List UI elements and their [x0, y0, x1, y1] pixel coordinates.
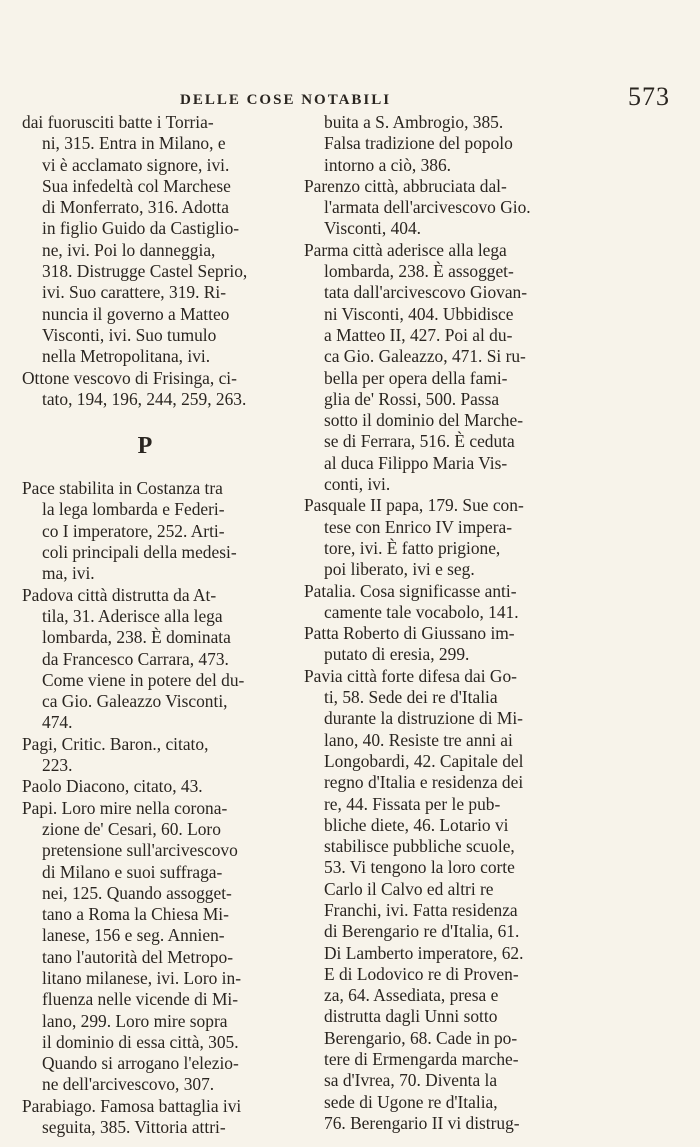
entry-line: Padova città distrutta da At-	[22, 584, 217, 605]
entry-line: tano l'autorità del Metropo-	[42, 946, 233, 967]
entry-line: nella Metropolitana, ivi.	[42, 346, 211, 367]
entry-line: camente tale vocabolo, 141.	[324, 601, 519, 622]
entry-line: da Francesco Carrara, 473.	[42, 648, 229, 669]
entry-line: 76. Berengario II vi distrug-	[324, 1112, 520, 1133]
index-entry	[304, 581, 580, 624]
entry-line: Sua infedeltà col Marchese	[42, 175, 231, 196]
entry-line: tere di Ermengarda marche-	[324, 1049, 519, 1070]
entry-line: 223.	[42, 755, 73, 776]
entry-line: sede di Ugone re d'Italia,	[324, 1091, 498, 1112]
entry-line: sa d'Ivrea, 70. Diventa la	[324, 1070, 498, 1091]
entry-line: Visconti, ivi. Suo tumulo	[42, 324, 217, 345]
entry-line: tese con Enrico IV impera-	[324, 516, 513, 537]
entry-line: di Berengario re d'Italia, 61.	[324, 921, 520, 942]
entry-line: Parenzo città, abbruciata dal-	[304, 175, 507, 196]
entry-line: al duca Filippo Maria Vis-	[324, 452, 508, 473]
entry-line: lano, 299. Loro mire sopra	[42, 1010, 228, 1031]
left-index-column	[22, 112, 294, 1138]
entry-line: lombarda, 238. È dominata	[42, 627, 231, 648]
index-entry	[22, 368, 294, 411]
entry-line: distrutta dagli Unni sotto	[324, 1006, 498, 1027]
index-entry	[22, 585, 294, 734]
entry-line: il dominio di essa città, 305.	[42, 1031, 239, 1052]
index-entry	[22, 112, 294, 368]
entry-line: Parabiago. Famosa battaglia ivi	[22, 1095, 242, 1116]
entry-line: Carlo il Calvo ed altri re	[324, 878, 494, 899]
entry-line: Longobardi, 42. Capitale del	[324, 750, 524, 771]
entry-line: vi è acclamato signore, ivi.	[42, 154, 230, 175]
entry-line: tato, 194, 196, 244, 259, 263.	[42, 388, 247, 409]
index-entry	[22, 734, 294, 777]
entry-line: la lega lombarda e Federi-	[42, 499, 225, 520]
entry-line: ne dell'arcivescovo, 307.	[42, 1074, 215, 1095]
entry-line: tano a Roma la Chiesa Mi-	[42, 904, 229, 925]
index-entry	[304, 623, 580, 666]
entry-line: Pavia città forte difesa dai Go-	[304, 665, 517, 686]
index-entry	[304, 112, 580, 176]
entry-line: Parma città aderisce alla lega	[304, 239, 507, 260]
section-letter: P	[137, 433, 153, 460]
entry-line: co I imperatore, 252. Arti-	[42, 520, 225, 541]
entry-line: lombarda, 238. È assogget-	[324, 261, 514, 282]
entry-line: Pace stabilita in Costanza tra	[22, 478, 223, 499]
entry-line: Berengario, 68. Cade in po-	[324, 1027, 518, 1048]
entry-line: coli principali della medesi-	[42, 542, 237, 563]
entry-line: tila, 31. Aderisce alla lega	[42, 605, 223, 626]
entry-line: Visconti, 404.	[324, 218, 422, 239]
entry-line: ca Gio. Galeazzo Visconti,	[42, 691, 228, 712]
entry-line: re, 44. Fissata per le pub-	[324, 793, 501, 814]
page-number: 573	[628, 82, 670, 111]
entry-line: stabilisce pubbliche scuole,	[324, 836, 515, 857]
index-entry	[304, 176, 580, 240]
index-entry	[22, 1096, 294, 1139]
index-entry	[304, 240, 580, 496]
index-entry	[304, 666, 580, 1135]
entry-line: a Matteo II, 427. Poi al du-	[324, 324, 513, 345]
entry-line: tore, ivi. È fatto prigione,	[324, 537, 501, 558]
entry-line: buita a S. Ambrogio, 385.	[324, 112, 504, 132]
index-entry	[304, 495, 580, 580]
entry-line: glia de' Rossi, 500. Passa	[324, 388, 500, 409]
index-entry	[22, 798, 294, 1096]
entry-line: 53. Vi tengono la loro corte	[324, 857, 515, 878]
entry-line: Franchi, ivi. Fatta residenza	[324, 899, 518, 920]
entry-line: 318. Distrugge Castel Seprio,	[42, 261, 248, 282]
entry-line: bliche diete, 46. Lotario vi	[324, 814, 509, 835]
entry-line: regno d'Italia e residenza dei	[324, 772, 524, 793]
entry-line: durante la distruzione di Mi-	[324, 708, 523, 729]
right-index-column	[304, 112, 580, 1134]
entry-line: l'armata dell'arcivescovo Gio.	[324, 197, 531, 218]
entry-line: nuncia il governo a Matteo	[42, 303, 230, 324]
entry-line: ca Gio. Galeazzo, 471. Si ru-	[324, 346, 526, 367]
entry-line: ivi. Suo carattere, 319. Ri-	[42, 282, 227, 303]
entry-line: conti, ivi.	[324, 474, 391, 495]
entry-line: Quando si arrogano l'elezio-	[42, 1053, 239, 1074]
entry-line: dai fuorusciti batte i Torria-	[22, 112, 214, 132]
entry-line: ni Visconti, 404. Ubbidisce	[324, 303, 514, 324]
entry-line: Ottone vescovo di Frisinga, ci-	[22, 367, 237, 388]
entry-line: ma, ivi.	[42, 563, 95, 584]
entry-line: di Monferrato, 316. Adotta	[42, 197, 229, 218]
entry-line: zione de' Cesari, 60. Loro	[42, 818, 221, 839]
entry-line: 474.	[42, 712, 73, 733]
entry-line: Papi. Loro mire nella corona-	[22, 797, 228, 818]
entry-line: Di Lamberto imperatore, 62.	[324, 942, 524, 963]
entry-line: ti, 58. Sede dei re d'Italia	[324, 687, 498, 708]
entry-line: intorno a ciò, 386.	[324, 154, 452, 175]
entry-line: ni, 315. Entra in Milano, e	[42, 133, 226, 154]
entry-line: Patta Roberto di Giussano im-	[304, 623, 515, 644]
entry-line: nei, 125. Quando assogget-	[42, 882, 232, 903]
entry-line: sotto il dominio del Marche-	[324, 410, 523, 431]
entry-line: ne, ivi. Poi lo danneggia,	[42, 239, 216, 260]
entry-line: litano milanese, ivi. Loro in-	[42, 967, 241, 988]
entry-line: Pasquale II papa, 179. Sue con-	[304, 495, 524, 516]
entry-line: Come viene in potere del du-	[42, 669, 245, 690]
entry-line: tata dall'arcivescovo Giovan-	[324, 282, 528, 303]
running-title: DELLE COSE NOTABILI	[180, 92, 392, 108]
entry-line: fluenza nelle vicende di Mi-	[42, 989, 239, 1010]
index-entry	[22, 478, 294, 584]
entry-line: poi liberato, ivi e seg.	[324, 559, 475, 580]
entry-line: in figlio Guido da Castiglio-	[42, 218, 240, 239]
entry-line: za, 64. Assediata, presa e	[324, 985, 499, 1006]
entry-line: putato di eresia, 299.	[324, 644, 470, 665]
entry-line: seguita, 385. Vittoria attri-	[42, 1117, 226, 1138]
entry-line: Patalia. Cosa significasse anti-	[304, 580, 517, 601]
entry-line: Falsa tradizione del popolo	[324, 133, 513, 154]
entry-line: se di Ferrara, 516. È ceduta	[324, 431, 515, 452]
entry-line: lanese, 156 e seg. Annien-	[42, 925, 225, 946]
entry-line: pretensione sull'arcivescovo	[42, 840, 238, 861]
entry-line: bella per opera della fami-	[324, 367, 508, 388]
index-entry	[22, 776, 294, 797]
entry-line: Pagi, Critic. Baron., citato,	[22, 733, 209, 754]
entry-line: E di Lodovico re di Proven-	[324, 963, 519, 984]
entry-line: lano, 40. Resiste tre anni ai	[324, 729, 513, 750]
entry-line: Paolo Diacono, citato, 43.	[22, 776, 203, 797]
entry-line: di Milano e suoi suffraga-	[42, 861, 223, 882]
